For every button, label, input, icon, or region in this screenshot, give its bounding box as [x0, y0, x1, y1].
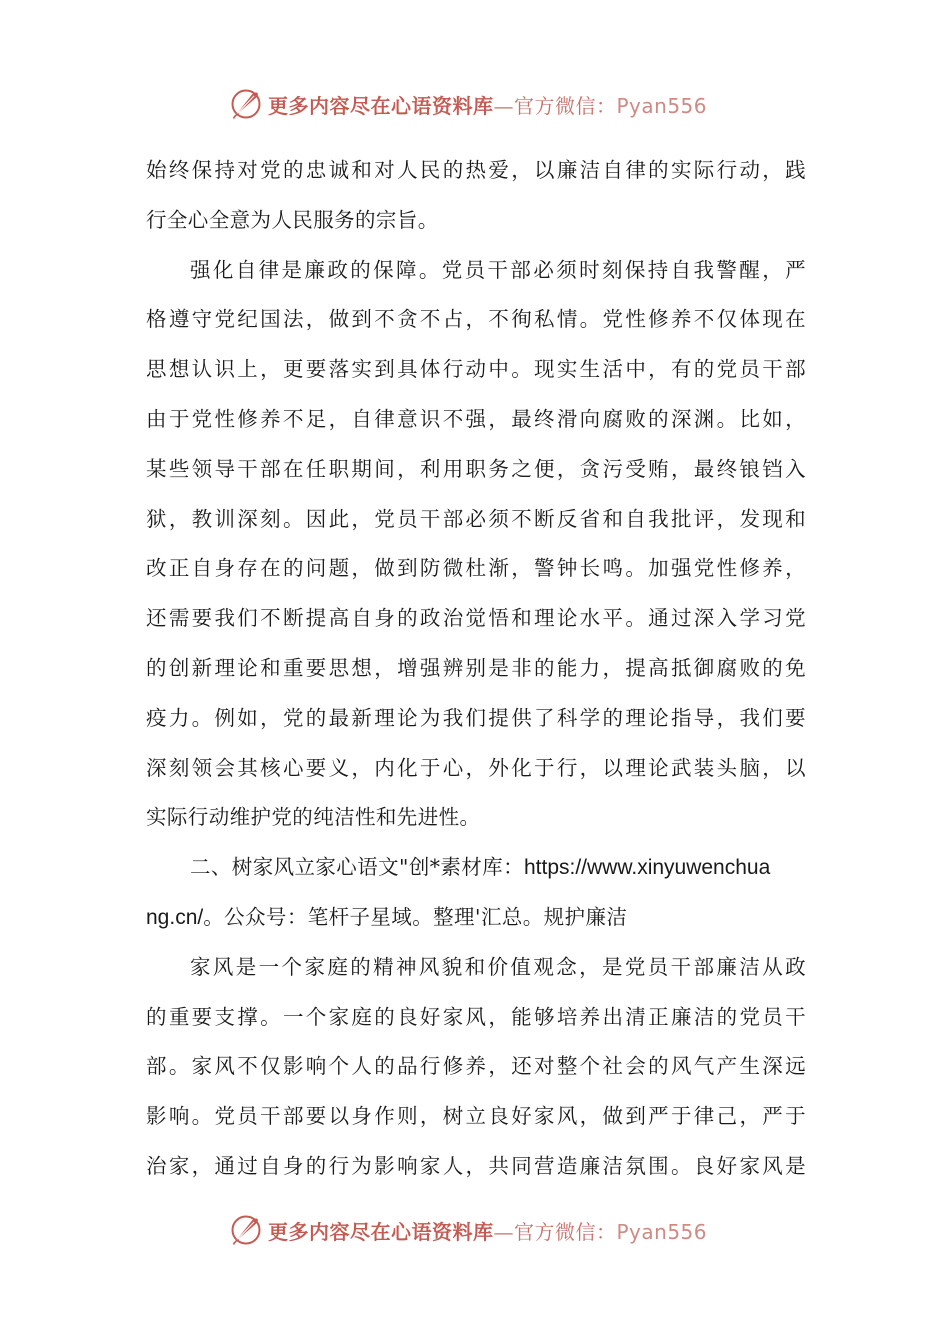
quill-pen-logo-icon [228, 1212, 264, 1248]
body-line: 的创新理论和重要思想，增强辨别是非的能力，提高抵御腐败的免 [146, 655, 806, 680]
body-line: 改正自身存在的问题，做到防微杜渐，警钟长鸣。加强党性修养， [146, 556, 806, 581]
footer-banner [0, 1210, 950, 1250]
body-line: 实际行动维护党的纯洁性和先进性。 [146, 805, 481, 830]
document-body [146, 146, 806, 1192]
website-url-part: https://www.xinyuwenchua [523, 856, 771, 880]
banner-suffix: 官方微信： [514, 93, 617, 118]
body-line-text: 。公众号：笔杆子星域。整理'汇总。规护廉洁 [203, 904, 628, 929]
body-line: 还需要我们不断提高自身的政治觉悟和理论水平。通过深入学习党 [146, 606, 806, 631]
body-line: 深刻领会其核心要义，内化于心，外化于行，以理论武装头脑，以 [146, 755, 806, 780]
banner-suffix: 官方微信： [514, 1219, 617, 1244]
body-line: 疫力。例如，党的最新理论为我们提供了科学的理论指导，我们要 [146, 705, 806, 730]
banner-text [268, 1216, 707, 1245]
body-line: 部。家风不仅影响个人的品行修养，还对整个社会的风气产生深远 [146, 1054, 806, 1079]
body-line: 影响。党员干部要以身作则，树立良好家风，做到严于律己，严于 [146, 1104, 806, 1129]
body-line: 治家，通过自身的行为影响家人，共同营造廉洁氛围。良好家风是 [146, 1153, 806, 1178]
banner-brand: 更多内容尽在心语资料库 [268, 93, 494, 118]
section-heading-line [146, 843, 806, 893]
banner-brand: 更多内容尽在心语资料库 [268, 1219, 494, 1244]
paragraph-start-line: 家风是一个家庭的精神风貌和价值观念，是党员干部廉洁从政 [190, 954, 806, 979]
banner-text [268, 90, 707, 119]
body-line: 由于党性修养不足，自律意识不强，最终滑向腐败的深渊。比如， [146, 406, 806, 431]
banner-wechat-id: Pyan556 [616, 93, 708, 118]
body-line [146, 893, 806, 943]
banner-separator: — [493, 1219, 514, 1244]
body-line: 某些领导干部在任职期间，利用职务之便，贪污受贿，最终锒铛入 [146, 456, 806, 481]
quill-pen-logo-icon [228, 86, 264, 122]
section-heading-text: 二、树家风立家心语文"创*素材库： [190, 855, 524, 880]
body-line: 思想认识上，更要落实到具体行动中。现实生活中，有的党员干部 [146, 357, 806, 382]
body-line: 始终保持对党的忠诚和对人民的热爱，以廉洁自律的实际行动，践 [146, 158, 806, 182]
header-banner [0, 84, 950, 124]
body-line: 狱，教训深刻。因此，党员干部必须不断反省和自我批评，发现和 [146, 506, 806, 531]
body-line: 行全心全意为人民服务的宗旨。 [146, 207, 439, 232]
website-url-tail: ng.cn/ [146, 905, 204, 929]
body-line: 格遵守党纪国法，做到不贪不占，不徇私情。党性修养不仅体现在 [146, 307, 806, 332]
body-line: 的重要支撑。一个家庭的良好家风，能够培养出清正廉洁的党员干 [146, 1004, 806, 1029]
paragraph-start-line: 强化自律是廉政的保障。党员干部必须时刻保持自我警醒，严 [190, 257, 806, 282]
banner-wechat-id: Pyan556 [616, 1219, 708, 1244]
banner-separator: — [493, 93, 514, 118]
